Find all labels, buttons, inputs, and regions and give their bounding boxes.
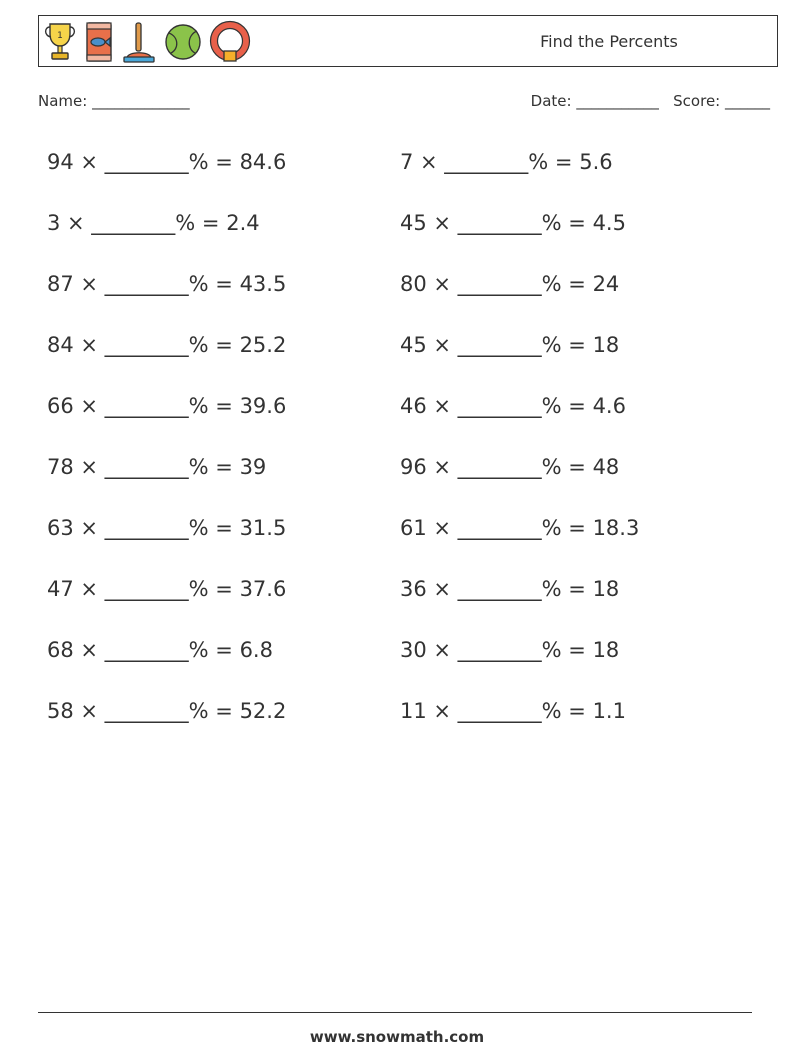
problem-7-right: 61 × ________% = 18.3 bbox=[400, 516, 640, 540]
problem-3-right: 80 × ________% = 24 bbox=[400, 272, 620, 296]
problem-4-right: 45 × ________% = 18 bbox=[400, 333, 620, 357]
problem-6-right: 96 × ________% = 48 bbox=[400, 455, 620, 479]
footer-url[interactable]: www.snowmath.com bbox=[309, 1028, 485, 1046]
page-title: Find the Percents bbox=[540, 32, 678, 51]
svg-text:1: 1 bbox=[57, 31, 63, 41]
date-field: Date: ___________ bbox=[530, 92, 659, 110]
problem-4-left: 84 × ________% = 25.2 bbox=[47, 333, 287, 357]
problem-10-right: 11 × ________% = 1.1 bbox=[400, 699, 626, 723]
problem-7-left: 63 × ________% = 31.5 bbox=[47, 516, 287, 540]
plunger-icon bbox=[121, 20, 157, 64]
problem-9-right: 30 × ________% = 18 bbox=[400, 638, 620, 662]
problem-5-right: 46 × ________% = 4.6 bbox=[400, 394, 626, 418]
header-icons bbox=[43, 19, 257, 65]
problem-10-left: 58 × ________% = 52.2 bbox=[47, 699, 287, 723]
problem-3-left: 87 × ________% = 43.5 bbox=[47, 272, 287, 296]
worksheet-header bbox=[38, 15, 778, 67]
problem-5-left: 66 × ________% = 39.6 bbox=[47, 394, 287, 418]
date-score-fields bbox=[531, 92, 770, 110]
snack-bag-icon bbox=[83, 20, 115, 64]
trophy-icon bbox=[43, 20, 77, 64]
problem-9-left: 68 × ________% = 6.8 bbox=[47, 638, 273, 662]
problem-2-right: 45 × ________% = 4.5 bbox=[400, 211, 626, 235]
problem-2-left: 3 × ________% = 2.4 bbox=[47, 211, 260, 235]
problem-8-left: 47 × ________% = 37.6 bbox=[47, 577, 287, 601]
tennis-ball-icon bbox=[163, 20, 203, 64]
score-field: Score: ______ bbox=[673, 92, 770, 110]
life-ring-icon bbox=[209, 20, 251, 64]
name-field: Name: _____________ bbox=[38, 92, 190, 110]
problem-6-left: 78 × ________% = 39 bbox=[47, 455, 267, 479]
problem-1-left: 94 × ________% = 84.6 bbox=[47, 150, 287, 174]
problem-1-right: 7 × ________% = 5.6 bbox=[400, 150, 613, 174]
problem-8-right: 36 × ________% = 18 bbox=[400, 577, 620, 601]
footer-divider bbox=[38, 1012, 752, 1013]
